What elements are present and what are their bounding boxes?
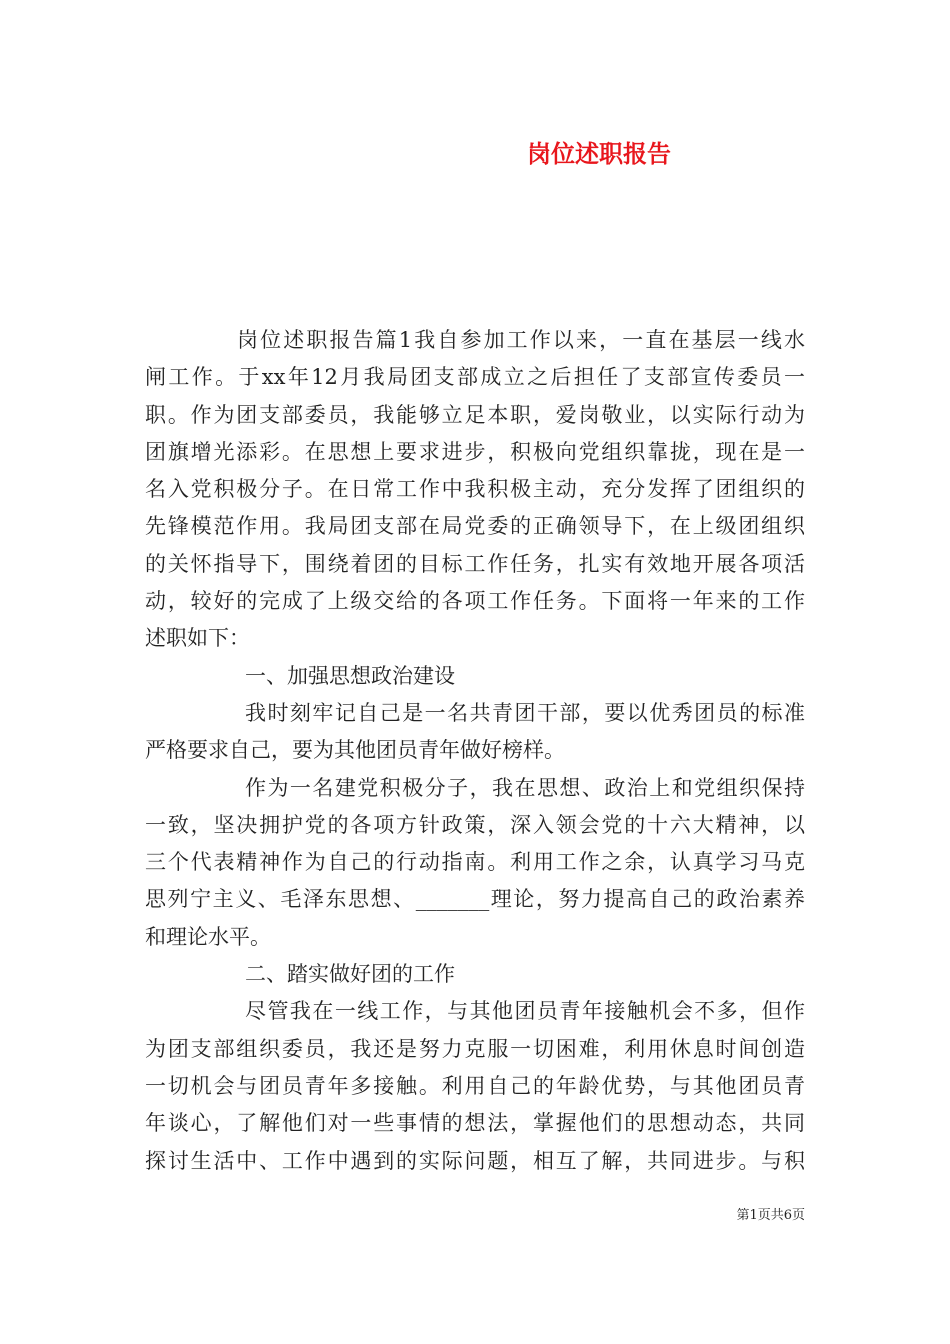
text-line: 先锋模范作用。我局团支部在局党委的正确领导下，在上级团组织	[145, 514, 805, 539]
text-line: 为团支部组织委员，我还是努力克服一切困难，利用休息时间创造	[145, 1036, 805, 1061]
text-line: 职。作为团支部委员，我能够立足本职，爱岗敬业，以实际行动为	[145, 402, 805, 427]
text-line: 一切机会与团员青年多接触。利用自己的年龄优势，与其他团员青	[145, 1073, 805, 1098]
text-line: 一致，坚决拥护党的各项方针政策，深入领会党的十六大精神，以	[145, 812, 805, 837]
text-line: 的关怀指导下，围绕着团的目标工作任务，扎实有效地开展各项活	[145, 551, 805, 576]
text-line: 和理论水平。	[145, 924, 271, 949]
text-line: 闸工作。于xx年12月我局团支部成立之后担任了支部宣传委员一	[145, 365, 805, 390]
section-heading: 二、踏实做好团的工作	[245, 962, 455, 987]
text-line: 我时刻牢记自己是一名共青团干部，要以优秀团员的标准	[245, 700, 805, 725]
document-title: 岗位述职报告	[527, 139, 671, 168]
section-heading: 一、加强思想政治建设	[245, 663, 455, 688]
text-line: 思列宁主义、毛泽东思想、_______理论，努力提高自己的政治素养	[145, 887, 805, 912]
text-line: 三个代表精神作为自己的行动指南。利用工作之余，认真学习马克	[145, 850, 805, 875]
text-line: 动，较好的完成了上级交给的各项工作任务。下面将一年来的工作	[145, 589, 805, 614]
text-line: 探讨生活中、工作中遇到的实际问题，相互了解，共同进步。与积	[145, 1148, 805, 1173]
page-number: 第1页共6页	[736, 1208, 805, 1223]
text-line: 严格要求自己，要为其他团员青年做好榜样。	[145, 738, 565, 763]
text-line: 团旗增光添彩。在思想上要求进步，积极向党组织靠拢，现在是一	[145, 439, 805, 464]
text-line: 岗位述职报告篇1我自参加工作以来，一直在基层一线水	[237, 328, 805, 352]
text-line: 述职如下：	[145, 626, 250, 651]
text-line: 作为一名建党积极分子，我在思想、政治上和党组织保持	[245, 775, 805, 800]
text-line: 尽管我在一线工作，与其他团员青年接触机会不多，但作	[245, 999, 805, 1024]
text-line: 名入党积极分子。在日常工作中我积极主动，充分发挥了团组织的	[145, 477, 805, 502]
text-line: 年谈心，了解他们对一些事情的想法，掌握他们的思想动态，共同	[145, 1111, 805, 1136]
document-body	[145, 322, 805, 1180]
